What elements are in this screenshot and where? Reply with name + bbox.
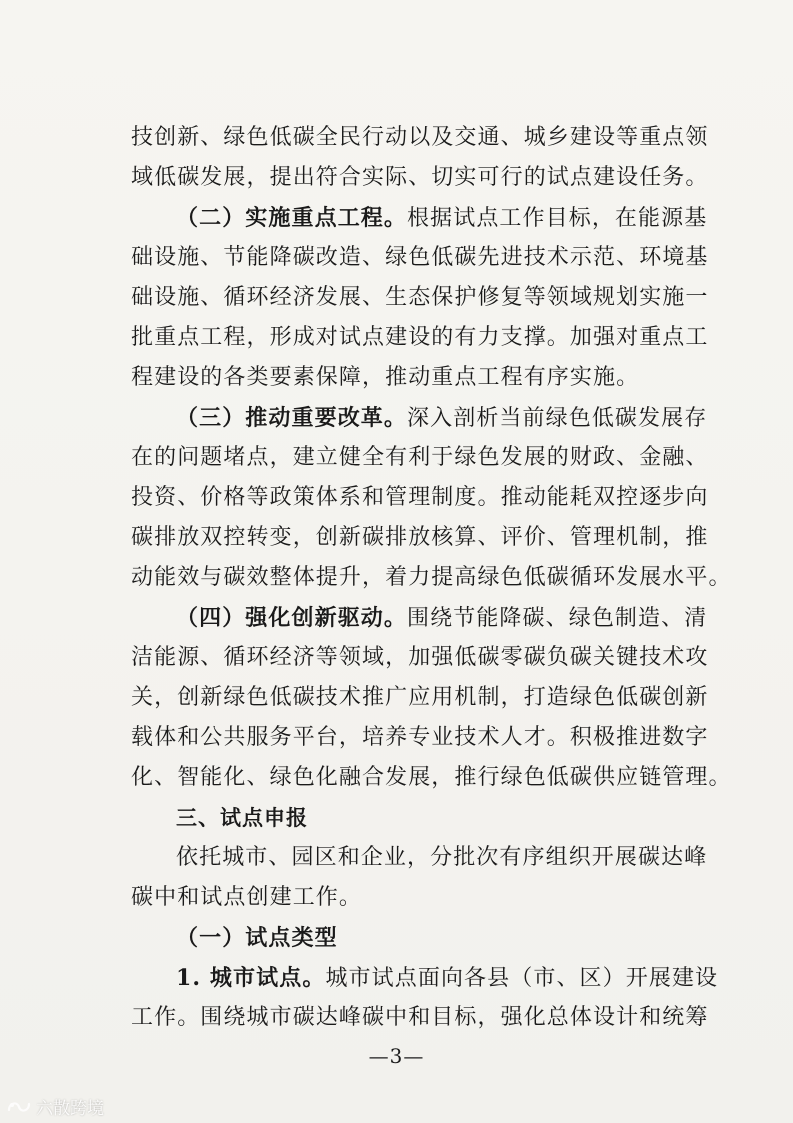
subsection-heading: （一）试点类型 (176, 925, 338, 951)
paragraph-line: 技创新、绿色低碳全民行动以及交通、城乡建设等重点领 (131, 125, 709, 150)
paragraph-line: 程建设的各类要素保障，推动重点工程有序实施。 (131, 365, 640, 390)
paragraph-line: 关，创新绿色低碳技术推广应用机制，打造绿色低碳创新 (131, 685, 709, 710)
page-number: —3— (368, 1044, 425, 1068)
watermark-logo-icon (6, 1098, 32, 1116)
watermark (6, 1094, 104, 1119)
section-paragraph-line: （三）推动重要改革。深入剖析当前绿色低碳发展存 (176, 405, 708, 431)
paragraph-line: 在的问题堵点，建立健全有利于绿色发展的财政、金融、 (131, 445, 709, 470)
paragraph-line: 载体和公共服务平台，培养专业技术人才。积极推进数字 (131, 725, 709, 750)
paragraph-line: 础设施、循环经济发展、生态保护修复等领域规划实施一 (131, 285, 709, 310)
paragraph-line: 础设施、节能降碳改造、绿色低碳先进技术示范、环境基 (131, 245, 709, 270)
paragraph-line: 工作。围绕城市碳达峰碳中和目标，强化总体设计和统筹 (131, 1005, 709, 1030)
paragraph-line: 域低碳发展，提出符合实际、切实可行的试点建设任务。 (131, 165, 709, 190)
section-heading: 三、试点申报 (176, 806, 308, 830)
subsection-heading: （三）推动重要改革。 (176, 405, 408, 431)
item-heading: 1. 城市试点。 (176, 965, 326, 991)
paragraph-line: 碳排放双控转变，创新碳排放核算、评价、管理机制，推 (131, 525, 709, 550)
section-paragraph-line: （二）实施重点工程。根据试点工作目标，在能源基 (176, 205, 708, 231)
watermark-text: 六散跨境 (36, 1099, 104, 1119)
paragraph-line: 投资、价格等政策体系和管理制度。推动能耗双控逐步向 (131, 485, 709, 510)
paragraph-line: 批重点工程，形成对试点建设的有力支撑。加强对重点工 (131, 325, 709, 350)
subsection-heading: （四）强化创新驱动。 (176, 605, 408, 631)
paragraph-line: 碳中和试点创建工作。 (131, 885, 363, 910)
paragraph-line: 依托城市、园区和企业，分批次有序组织开展碳达峰 (176, 845, 708, 870)
section-paragraph-line: 1. 城市试点。城市试点面向各县（市、区）开展建设 (176, 965, 719, 991)
section-paragraph-line: （四）强化创新驱动。围绕节能降碳、绿色制造、清 (176, 605, 708, 631)
subsection-heading: （二）实施重点工程。 (176, 205, 408, 231)
paragraph-line: 洁能源、循环经济等领域，加强低碳零碳负碳关键技术攻 (131, 645, 709, 670)
paragraph-line: 化、智能化、绿色化融合发展，推行绿色低碳供应链管理。 (131, 765, 732, 790)
paragraph-line: 动能效与碳效整体提升，着力提高绿色低碳循环发展水平。 (131, 565, 732, 590)
